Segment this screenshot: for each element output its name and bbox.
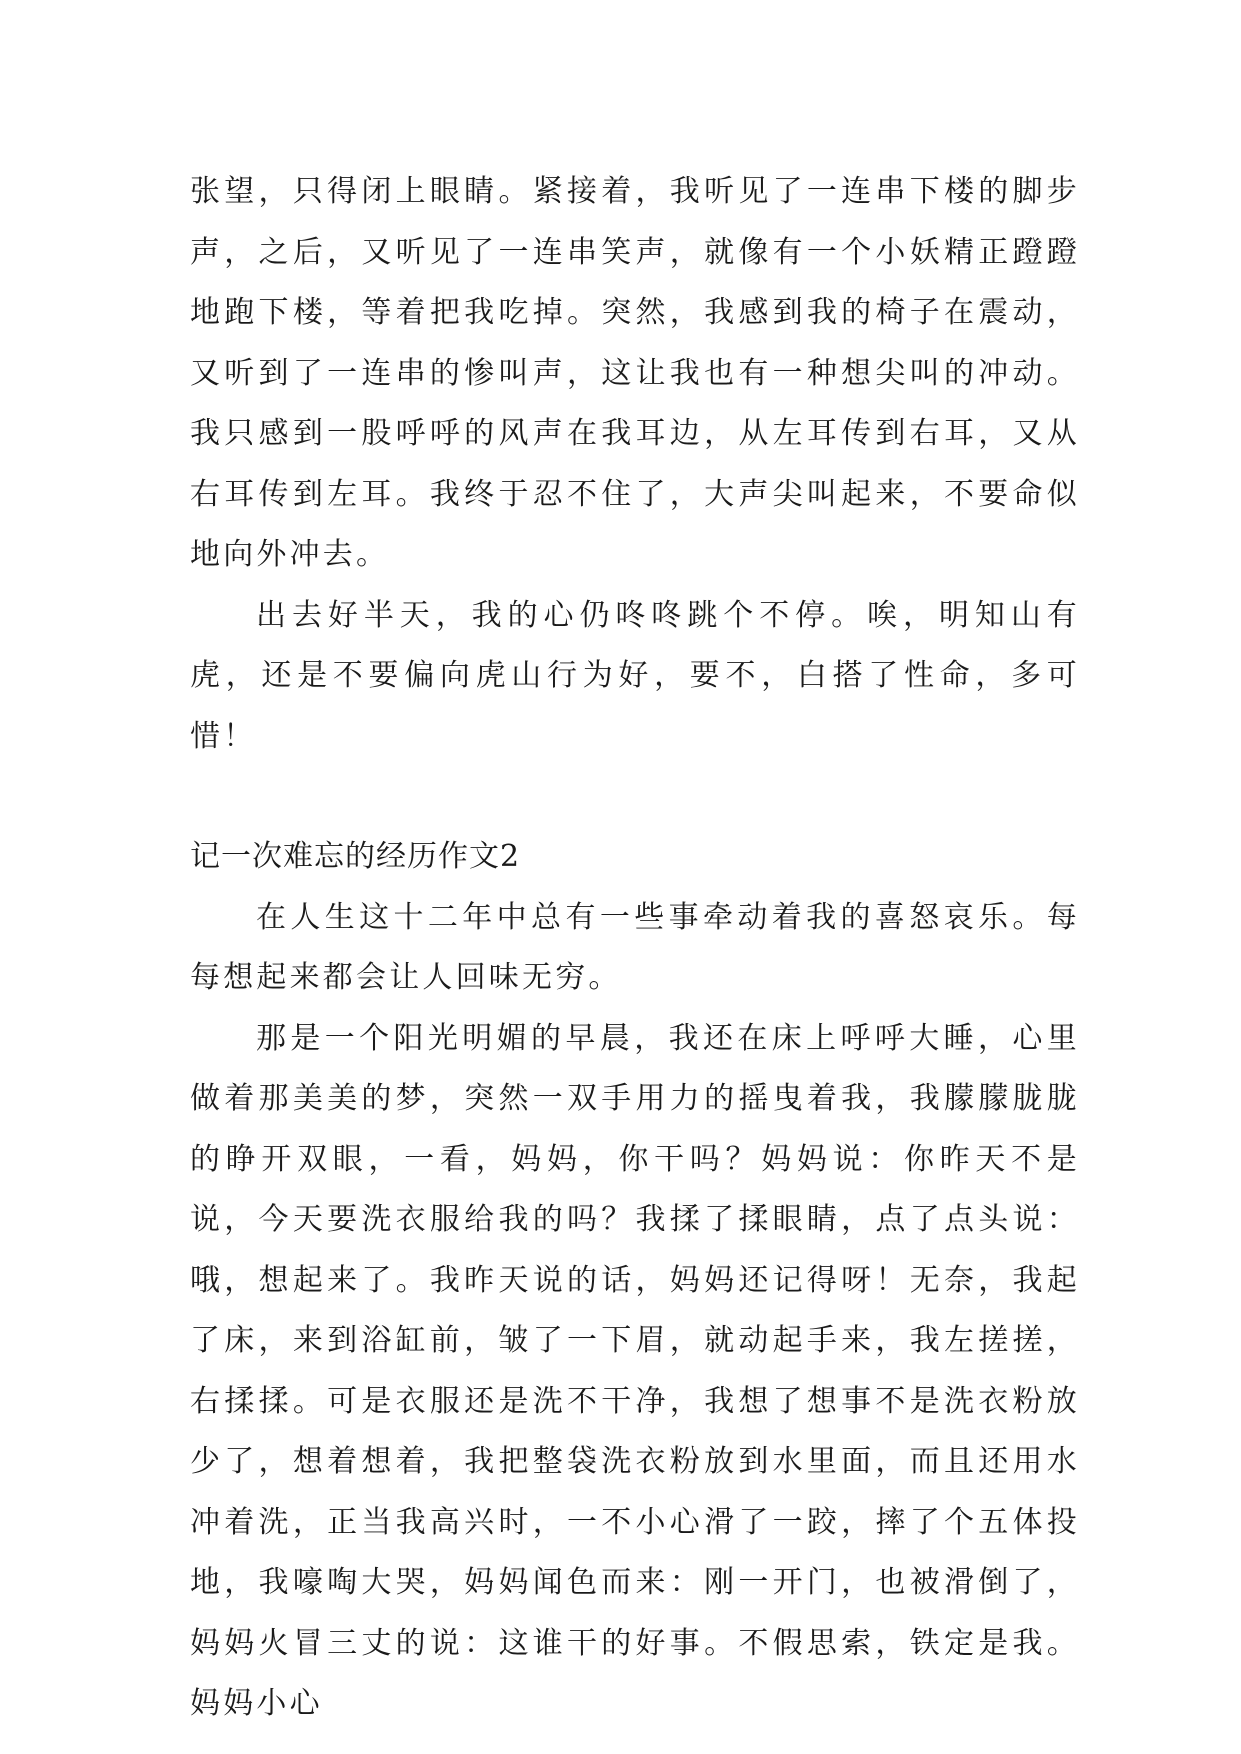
essay-title-2: 记一次难忘的经历作文2 bbox=[190, 839, 521, 874]
section-spacer bbox=[190, 767, 1080, 827]
paragraph-continued-story: 张望，只得闭上眼睛。紧接着，我听见了一连串下楼的脚步声，之后，又听见了一连串笑声，就像有一个小妖精正蹬蹬地跑下楼，等着把我吃掉。突然，我感到我的椅子在震动，又听到了一连串的惨叫声，这让我也有一种想尖叫的冲动。我只感到一股呼呼的风声在我耳边，从左耳传到右耳，又从右耳传到左耳。我终于忍不住了，大声尖叫起来，不要命似地向外冲去。 bbox=[190, 174, 1080, 572]
paragraph-conclusion: 出去好半天，我的心仍咚咚跳个不停。唉，明知山有虎，还是不要偏向虎山行为好，要不，白搭了性命，多可惜！ bbox=[190, 597, 1080, 754]
paragraph-laundry-story: 那是一个阳光明媚的早晨，我还在床上呼呼大睡，心里做着那美美的梦，突然一双手用力的摇曳着我，我朦朦胧胧的睁开双眼，一看，妈妈，你干吗？妈妈说：你昨天不是说，今天要洗衣服给我的吗？我揉了揉眼睛，点了点头说：哦，想起来了。我昨天说的话，妈妈还记得呀！无奈，我起了床，来到浴缸前，皱了一下眉，就动起手来，我左搓搓，右揉揉。可是衣服还是洗不干净，我想了想事不是洗衣粉放少了，想着想着，我把整袋洗衣粉放到水里面，而且还用水冲着洗，正当我高兴时，一不小心滑了一跤，摔了个五体投地，我嚎啕大哭，妈妈闻色而来：刚一开门，也被滑倒了，妈妈火冒三丈的说：这谁干的好事。不假思索，铁定是我。妈妈小心 bbox=[190, 1020, 1080, 1721]
paragraph-intro: 在人生这十二年中总有一些事牵动着我的喜怒哀乐。每每想起来都会让人回味无穷。 bbox=[190, 899, 1080, 995]
document-page bbox=[190, 162, 1080, 1735]
